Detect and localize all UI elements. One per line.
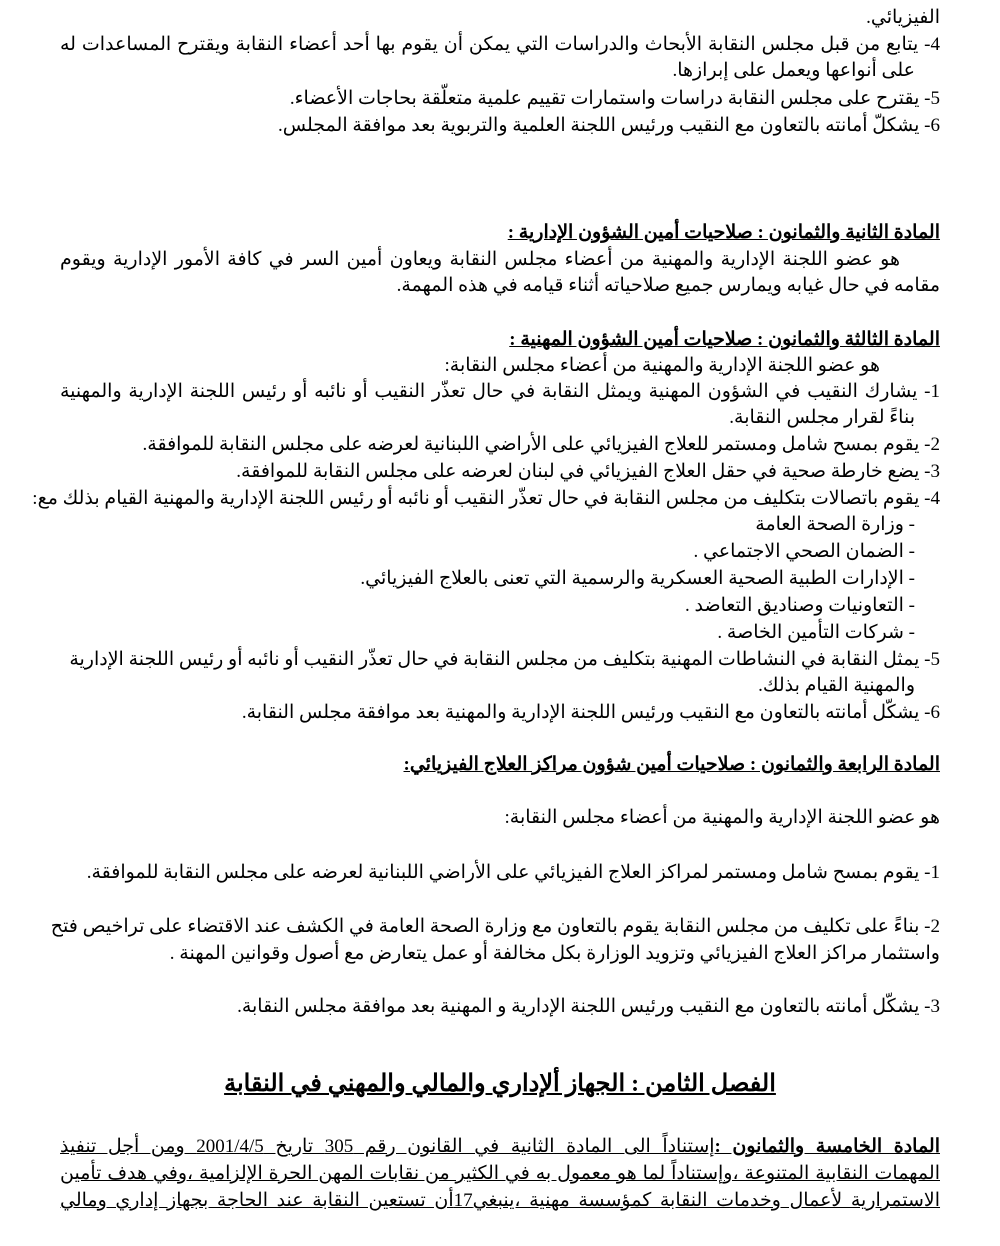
- text-span: إستناداً الى المادة الثانية في القانون رقم 305 تاريخ 2001/4/5 ومن أجل تنفيذ: [60, 1136, 715, 1157]
- text-line: المهمات النقابية المتنوعة ،وإستناداً لما هو معمول به في الكثير من نقابات المهن الحرة الإلزامية ،وفي هدف تأمين: [60, 1163, 940, 1184]
- text-line: [60, 1134, 940, 1160]
- list-item: 2- يقوم بمسح شامل ومستمر للعلاج الفيزيائي على الأراضي اللبنانية لعرضه على مجلس النقابة للموافقة.: [142, 434, 940, 455]
- text-line: هو عضو اللجنة الإدارية والمهنية من أعضاء مجلس النقابة ويعاون أمين السر في كافة الأمور الإدارية ويقوم: [60, 249, 900, 270]
- text-line: بناءً لقرار مجلس النقابة.: [729, 407, 915, 428]
- list-item: - الإدارات الطبية الصحية العسكرية والرسمية التي تعنى بالعلاج الفيزيائي.: [360, 568, 915, 589]
- list-item: - شركات التأمين الخاصة .: [717, 622, 915, 643]
- list-item: 3- يضع خارطة صحية في حقل العلاج الفيزيائي في لبنان لعرضه على مجلس النقابة للموافقة.: [236, 461, 940, 482]
- article-heading: المادة الخامسة والثمانون :: [714, 1136, 940, 1157]
- list-item: 1- يشارك النقيب في الشؤون المهنية ويمثل النقابة في حال تعذّر النقيب أو نائبه أو رئيس اللجنة الإدارية والمهنية: [60, 381, 940, 402]
- list-item: 2- بناءً على تكليف من مجلس النقابة يقوم بالتعاون مع وزارة الصحة العامة في الكشف عند الاقتضاء على تراخيص فتح: [50, 916, 940, 937]
- text-line: واستثمار مراكز العلاج الفيزيائي وتزويد الوزارة بكل مخالفة أو عمل يتعارض مع أصول وقوانين المهنة .: [169, 943, 940, 964]
- list-item: 4- يقوم باتصالات بتكليف من مجلس النقابة في حال تعذّر النقيب أو نائبه أو رئيس اللجنة الإدارية والمهنية القيام بذلك مع:: [32, 488, 940, 509]
- list-item: 6- يشكلّ أمانته بالتعاون مع النقيب ورئيس اللجنة العلمية والتربوية بعد موافقة المجلس.: [278, 115, 940, 136]
- list-item: - التعاونيات وصناديق التعاضد .: [685, 595, 915, 616]
- list-item: - الضمان الصحي الاجتماعي .: [693, 541, 915, 562]
- text-line: الفيزيائي.: [866, 7, 940, 28]
- text-line: مقامه في حال غيابه ويمارس جميع صلاحياته أثناء قيامه في هذه المهمة.: [396, 275, 940, 296]
- list-item: 3- يشكّل أمانته بالتعاون مع النقيب ورئيس اللجنة الإدارية و المهنية بعد موافقة مجلس النقابة.: [237, 996, 940, 1017]
- article-heading: المادة الثانية والثمانون : صلاحيات أمين الشؤون الإدارية :: [507, 222, 940, 243]
- chapter-title: الفصل الثامن : الجهاز ألإداري والمالي والمهني في النقابة: [224, 1071, 776, 1097]
- article-heading: المادة الرابعة والثمانون : صلاحيات أمين شؤون مراكز العلاج الفيزيائي:: [403, 754, 940, 775]
- list-item: 5- يقترح على مجلس النقابة دراسات واستمارات تقييم علمية متعلّقة بحاجات الأعضاء.: [289, 88, 940, 109]
- list-item: 4- يتابع من قبل مجلس النقابة الأبحاث والدراسات التي يمكن أن يقوم بها أحد أعضاء النقابة ويقترح المساعدات له: [60, 34, 940, 55]
- text-line: والمهنية القيام بذلك.: [758, 675, 915, 696]
- text-line: هو عضو اللجنة الإدارية والمهنية من أعضاء مجلس النقابة:: [504, 807, 940, 828]
- article-heading: المادة الثالثة والثمانون : صلاحيات أمين الشؤون المهنية :: [509, 329, 940, 350]
- list-item: 5- يمثل النقابة في النشاطات المهنية بتكليف من مجلس النقابة في حال تعذّر النقيب أو نائبه أو رئيس اللجنة الإدارية: [69, 649, 940, 670]
- text-line: الاستمرارية لأعمال وخدمات النقابة كمؤسسة مهنية ،ينبغي17أن تستعين النقابة عند الحاجة بجهاز إداري ومالي: [60, 1190, 941, 1211]
- text-line: هو عضو اللجنة الإدارية والمهنية من أعضاء مجلس النقابة:: [444, 355, 880, 376]
- list-item: 1- يقوم بمسح شامل ومستمر لمراكز العلاج الفيزيائي على الأراضي اللبنانية لعرضه على مجلس النقابة للموافقة.: [86, 862, 940, 883]
- list-item: - وزارة الصحة العامة: [755, 514, 915, 535]
- text-line: على أنواعها ويعمل على إبرازها.: [672, 60, 915, 81]
- list-item: 6- يشكّل أمانته بالتعاون مع النقيب ورئيس اللجنة الإدارية والمهنية بعد موافقة مجلس النقابة.: [241, 702, 940, 723]
